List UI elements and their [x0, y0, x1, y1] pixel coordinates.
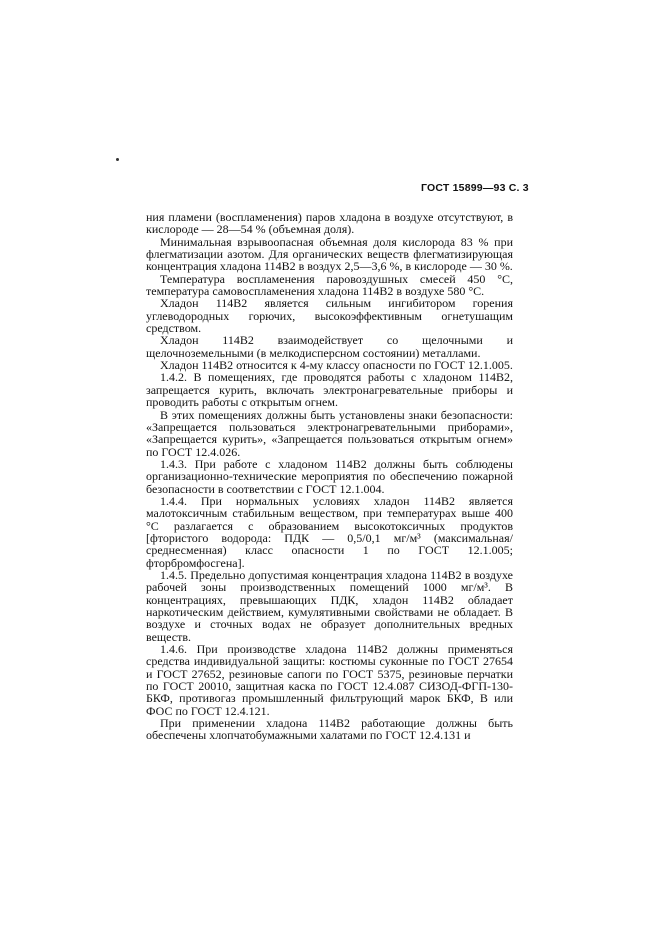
paragraph: Хладон 114В2 является сильным ингибитором горения углеводородных горючих, высокоэффективным огнетушащим средством.: [146, 296, 513, 336]
paragraph: Хладон 114В2 относится к 4-му классу опасности по ГОСТ 12.1.005.: [160, 358, 513, 373]
paragraph: Минимальная взрывоопасная объемная доля кислорода 83 % при флегматизации азотом. Для органических веществ флегматизирующая концентрация хладона 114В2 в воздух 2,5—3,6 %, в кислороде — 30 %.: [146, 234, 513, 274]
paragraph: 1.4.2. В помещениях, где проводятся работы с хладоном 114В2, запрещается курить, включать электронагревательные приборы и проводить работы с открытым огнем.: [146, 370, 513, 410]
paragraph: 1.4.4. При нормальных условиях хладон 114В2 является малотоксичным стабильным веществом, при температурах выше 400 °С разлагается с образованием высокотоксичных продуктов [фтористого водорода: ПДК — 0,5/0,1 мг/м³ (максимальная/среднесменная) класс опасности 1 по ГОСТ 12.1.005; фторбромфосгена].: [146, 493, 513, 570]
paragraph: ния пламени (воспламенения) паров хладона в воздухе отсутствуют, в кислороде — 28—54 % (объемная доля).: [146, 210, 513, 237]
paragraph: Температура воспламенения паровоздушных смесей 450 °С, температура самовоспламенения хладона 114В2 в воздухе 580 °С.: [146, 271, 513, 299]
paragraph: 1.4.5. Предельно допустимая концентрация хладона 114В2 в воздухе рабочей зоны производственных помещений 1000 мг/м³. В концентрациях, превышающих ПДК, хладон 114В2 обладает наркотическим действием, кумулятивными свойствами не обладает. В воздухе и сточных водах не образует дополнительных вредных веществ.: [146, 567, 513, 644]
body-text: [146, 211, 513, 742]
paragraph: Хладон 114В2 взаимодействует со щелочными и щелочноземельными (в мелкодисперсном состоянии) металлами.: [146, 333, 513, 360]
running-head: ГОСТ 15899—93 С. 3: [421, 182, 529, 194]
speck-mark: [116, 158, 119, 161]
paragraph: 1.4.3. При работе с хладоном 114В2 должны быть соблюдены организационно-технические мероприятия по обеспечению пожарной безопасности в соответствии с ГОСТ 12.1.004.: [146, 456, 513, 496]
paragraph: 1.4.6. При производстве хладона 114В2 должны применяться средства индивидуальной защиты: костюмы суконные по ГОСТ 27654 и ГОСТ 27652, резиновые сапоги по ГОСТ 5375, резиновые перчатки по ГОСТ 20010, защитная каска по ГОСТ 12.4.087 СИЗОД-ФГП-130-БКФ, противогаз промышленный фильтрующий марок БКФ, В или ФОС по ГОСТ 12.4.121.: [146, 642, 513, 718]
paragraph: В этих помещениях должны быть установлены знаки безопасности: «Запрещается пользоваться электронагревательными приборами», «Запрещается курить», «Запрещается пользоваться открытым огнем» по ГОСТ 12.4.026.: [146, 407, 513, 459]
paragraph: При применении хладона 114В2 работающие должны быть обеспечены хлопчатобумажными халатами по ГОСТ 12.4.131 и: [146, 716, 513, 743]
